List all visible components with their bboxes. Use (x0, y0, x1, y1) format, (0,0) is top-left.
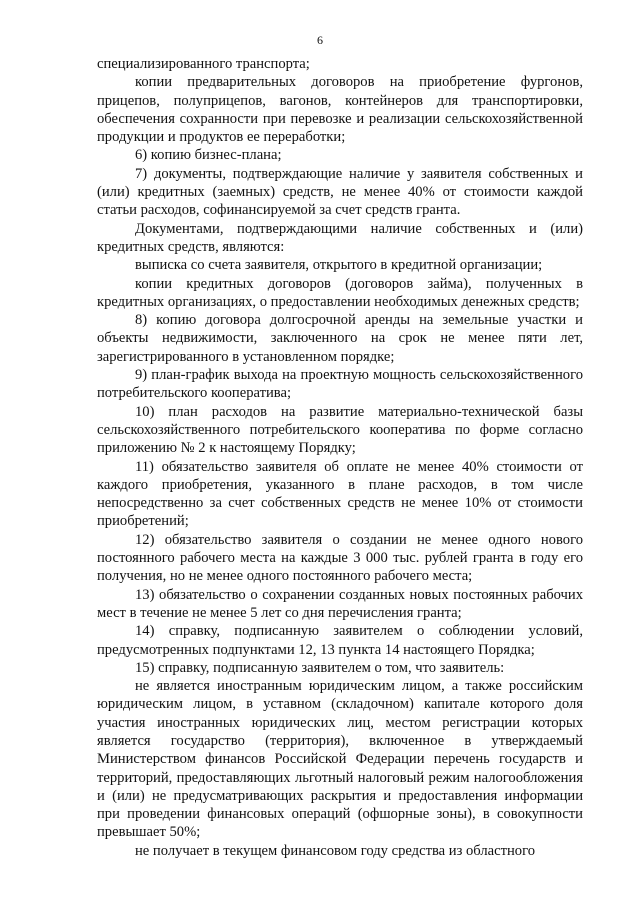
paragraph: 12) обязательство заявителя о создании не менее одного нового постоянного рабочего места на каждые 3 000 тыс. рублей гранта в году его получения, но не менее одного постоянного рабочего места; (97, 531, 583, 585)
paragraph: 7) документы, подтверждающие наличие у заявителя собственных и (или) кредитных (заемных) средств, не менее 40% от стоимости каждой статьи расходов, софинансируемой за счет средств гранта. (97, 165, 583, 219)
paragraph: специализированного транспорта; (97, 56, 310, 72)
paragraph: 10) план расходов на развитие материально-технической базы сельскохозяйственного потребительского кооператива по форме согласно приложению № 2 к настоящему Порядку; (97, 403, 583, 457)
paragraph: 9) план-график выхода на проектную мощность сельскохозяйственного потребительского кооператива; (97, 367, 583, 402)
paragraph: 13) обязательство о сохранении созданных новых постоянных рабочих мест в течение не менее 5 лет со дня перечисления гранта; (97, 586, 583, 621)
paragraph: не получает в текущем финансовом году средства из областного (135, 842, 536, 859)
paragraph: выписка со счета заявителя, открытого в кредитной организации; (135, 257, 543, 274)
paragraph: не является иностранным юридическим лицом, а также российским юридическим лицом, в уставном (складочном) капитале которого доля участия иностранных юридических лиц, местом регистрации которых является государство (территория), включенное в утверждаемый Министерством финансов Российской Федерации перечень государств и территорий, предоставляющих льготный налоговый режим налогообложения и (или) не предусматривающих раскрытия и предоставления информации при проведении финансовых операций (офшорные зоны), в совокупности превышает 50%; (97, 678, 583, 841)
paragraph: копии кредитных договоров (договоров займа), полученных в кредитных организациях, о предоставлении необходимых денежных средств; (97, 275, 583, 310)
document-body (97, 55, 583, 860)
paragraph: 8) копию договора долгосрочной аренды на земельные участки и объекты недвижимости, заключенного на срок не менее пяти лет, зарегистрированного в установленном порядке; (97, 312, 583, 365)
paragraph: 11) обязательство заявителя об оплате не менее 40% стоимости от каждого приобретения, указанного в плане расходов, в том числе непосредственно за счет собственных средств не менее 10% от стоимости приобретений; (97, 458, 583, 530)
paragraph: 14) справку, подписанную заявителем о соблюдении условий, предусмотренных подпунктами 12, 13 пункта 14 настоящего Порядка; (97, 623, 583, 658)
paragraph: 15) справку, подписанную заявителем о том, что заявитель: (135, 659, 505, 676)
paragraph: 6) копию бизнес-плана; (135, 147, 282, 164)
page-number: 6 (317, 33, 323, 47)
paragraph: копии предварительных договоров на приобретение фургонов, прицепов, полуприцепов, вагонов, контейнеров для транспортировки, обеспечения сохранности при перевозке и реализации сельскохозяйственной продукции и продуктов ее переработки; (97, 74, 583, 146)
paragraph: Документами, подтверждающими наличие собственных и (или) кредитных средств, являются: (97, 220, 583, 255)
